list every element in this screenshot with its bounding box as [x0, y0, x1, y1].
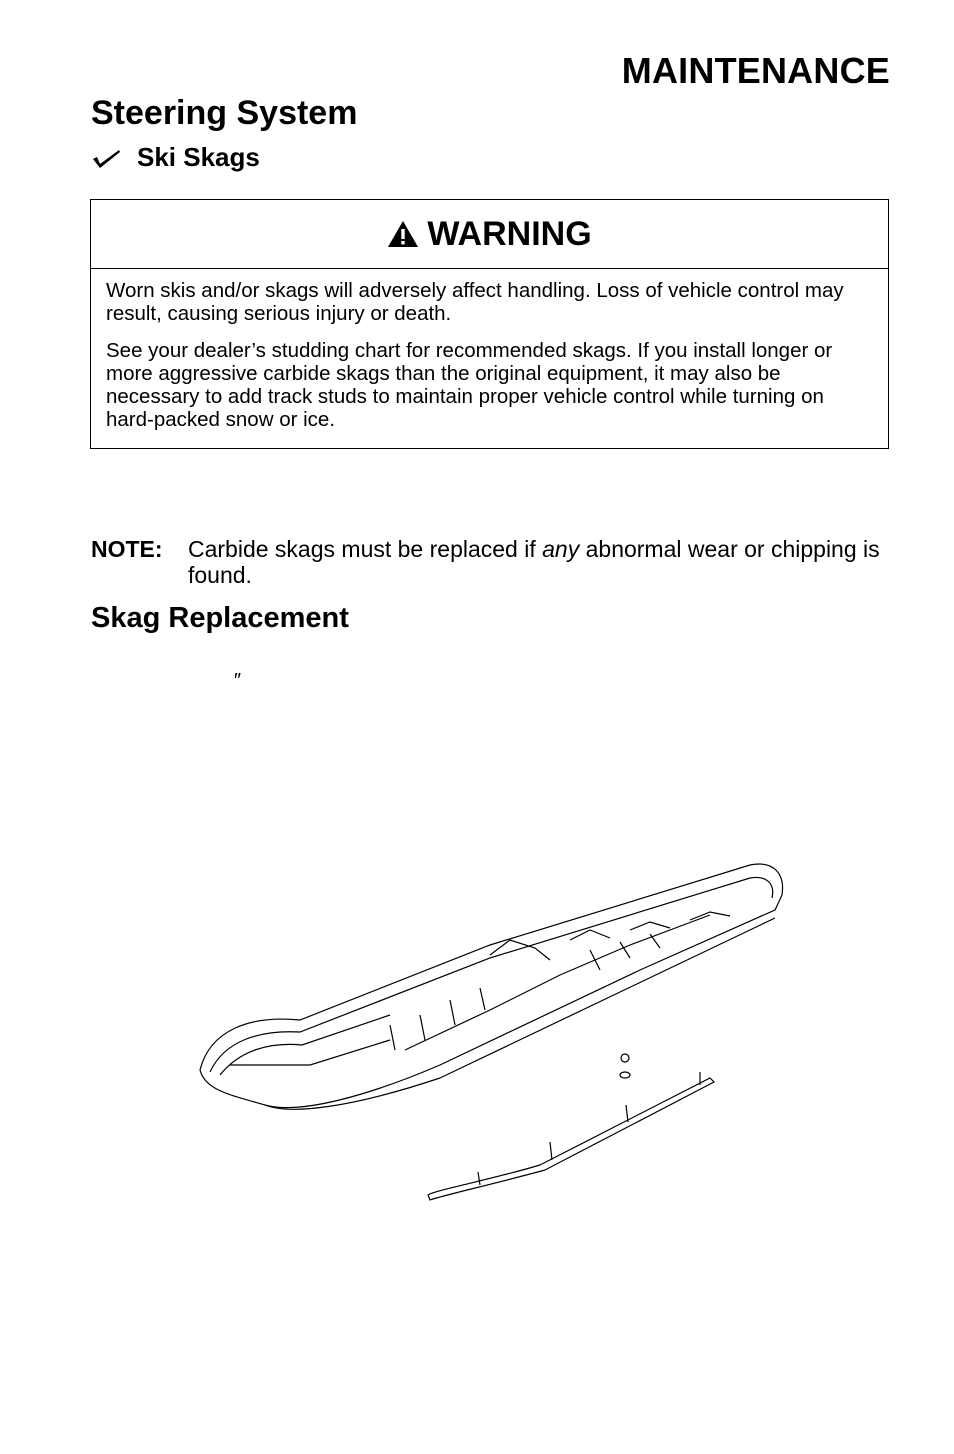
- skag-replacement-heading: Skag Replacement: [91, 602, 349, 634]
- check-mark-icon: [91, 147, 121, 169]
- warning-paragraph: Worn skis and/or skags will adversely affect handling. Loss of vehicle control may result, causing serious injury or death.: [106, 279, 844, 325]
- warning-paragraph: See your dealer’s studding chart for recommended skags. If you install longer or more aggressive carbide skags than the original equipment, it may also be necessary to add track studs to maintain proper vehicle control while turning on hard-packed snow or ice.: [106, 339, 833, 431]
- note-emphasis: any: [542, 536, 580, 562]
- ski-body: [200, 864, 783, 1109]
- warning-triangle-icon: [387, 220, 419, 248]
- warning-title: WARNING: [427, 214, 592, 253]
- warning-header: [91, 200, 888, 269]
- stray-mark: ″: [233, 670, 241, 692]
- warning-box: [90, 199, 889, 449]
- ski-skag-illustration: [190, 850, 790, 1210]
- skag-bar: [428, 1072, 714, 1200]
- note-text-end: abnormal wear or chipping is found.: [188, 536, 880, 588]
- subsection-heading: [91, 142, 260, 173]
- note: [91, 536, 891, 588]
- subsection-title: Ski Skags: [137, 142, 260, 172]
- page-title: Steering System: [91, 94, 358, 132]
- note-text-start: Carbide skags must be replaced if: [188, 536, 543, 562]
- nut-and-washer: [620, 1054, 630, 1078]
- warning-body: [91, 269, 888, 431]
- note-label: NOTE:: [91, 536, 163, 562]
- note-text: [188, 536, 891, 588]
- section-header: MAINTENANCE: [621, 50, 890, 91]
